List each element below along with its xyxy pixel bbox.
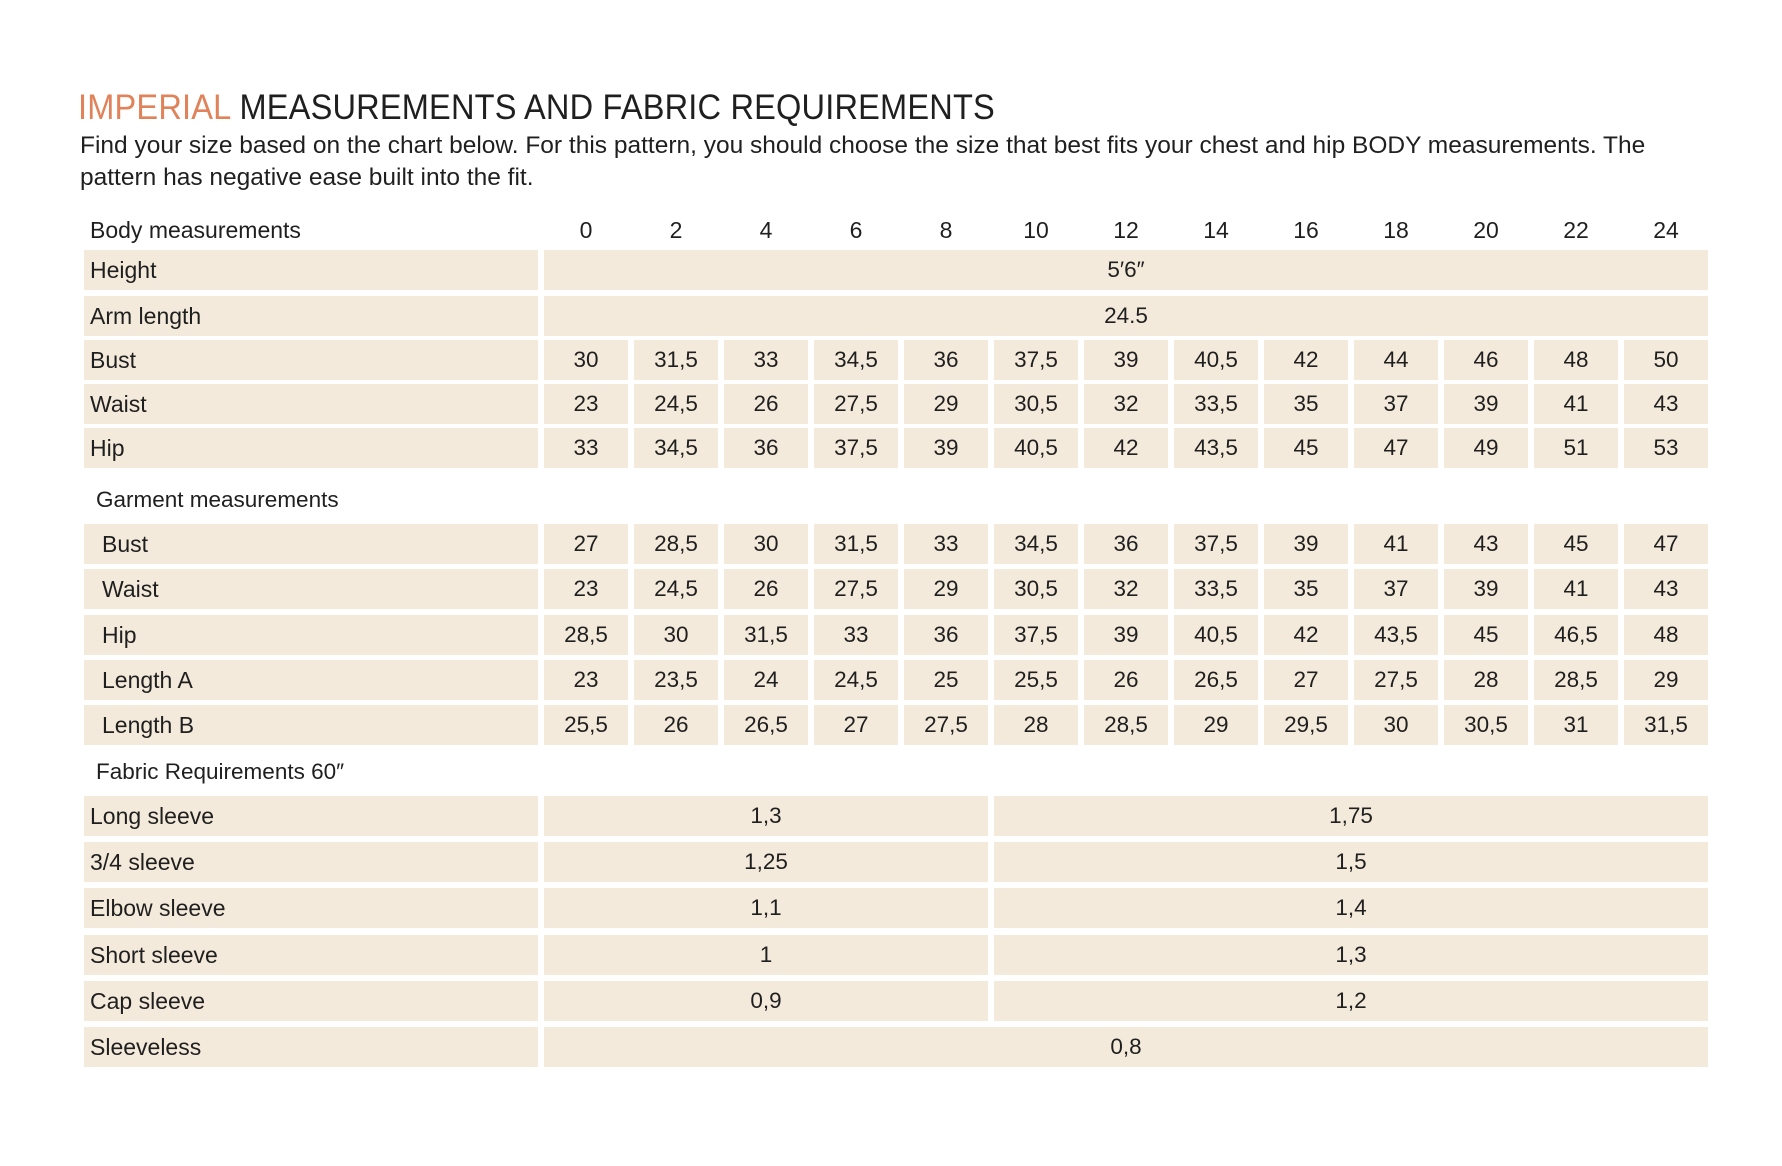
value-cell: 23,5 [634,660,718,700]
value-cell: 36 [1084,524,1168,564]
value-cell: 26,5 [724,705,808,745]
title-rest: MEASUREMENTS AND FABRIC REQUIREMENTS [239,88,995,127]
value-cell: 43,5 [1174,428,1258,468]
fabric-large-cell: 1,2 [994,981,1708,1021]
value-cell: 48 [1624,615,1708,655]
value-cell: 28,5 [634,524,718,564]
value-cell: 46,5 [1534,615,1618,655]
value-cell: 29 [1624,660,1708,700]
value-cell: 40,5 [1174,615,1258,655]
value-cell: 43 [1444,524,1528,564]
value-cell: 36 [904,340,988,380]
value-cell: 32 [1084,569,1168,609]
value-cell: 37 [1354,569,1438,609]
value-cell: 37 [1354,384,1438,424]
value-cell: 39 [1084,340,1168,380]
value-cell: 44 [1354,340,1438,380]
value-cell: 31,5 [814,524,898,564]
value-cell: 30 [724,524,808,564]
value-cell: 48 [1534,340,1618,380]
value-cell: 23 [544,384,628,424]
header-label: Body measurements [90,216,301,243]
fabric-small-cell: 1 [544,935,988,975]
value-cell: 33 [814,615,898,655]
value-cell: 39 [1084,615,1168,655]
value-cell: 49 [1444,428,1528,468]
value-cell: 45 [1534,524,1618,564]
value-cell: 43 [1624,569,1708,609]
value-cell: 43,5 [1354,615,1438,655]
title-accent: IMPERIAL [78,88,231,127]
value-cell: 30,5 [1444,705,1528,745]
value-cell: 27,5 [904,705,988,745]
value-cell: 28,5 [1084,705,1168,745]
size-header: 2 [669,216,683,243]
value-cell: 33 [544,428,628,468]
page-title [78,88,995,128]
size-header: 8 [939,216,953,243]
value-cell: 53 [1624,428,1708,468]
value-cell: 31,5 [634,340,718,380]
value-cell: 23 [544,569,628,609]
fabric-large-cell: 1,4 [994,888,1708,928]
value-cell: 28,5 [1534,660,1618,700]
size-header: 10 [1023,216,1049,243]
value-cell: 34,5 [634,428,718,468]
value-cell: 35 [1264,569,1348,609]
value-cell: 37,5 [814,428,898,468]
value-cell: 47 [1624,524,1708,564]
value-cell: 24,5 [634,384,718,424]
value-cell: 27 [1264,660,1348,700]
value-cell: 51 [1534,428,1618,468]
row-label: Bust [84,340,538,380]
value-cell: 29 [1174,705,1258,745]
value-cell: 24,5 [814,660,898,700]
value-cell: 27 [814,705,898,745]
fabric-small-cell: 1,25 [544,842,988,882]
size-header: 22 [1563,216,1589,243]
value-cell: 31,5 [1624,705,1708,745]
value-cell: 32 [1084,384,1168,424]
value-cell: 40,5 [1174,340,1258,380]
value-cell: 27,5 [814,569,898,609]
value-cell: 30 [544,340,628,380]
value-cell: 31,5 [724,615,808,655]
value-cell: 27 [544,524,628,564]
value-cell: 37,5 [994,615,1078,655]
value-cell: 33 [724,340,808,380]
value-cell: 27,5 [1354,660,1438,700]
span-value-cell: 24.5 [544,296,1708,336]
value-cell: 43 [1624,384,1708,424]
value-cell: 45 [1264,428,1348,468]
value-cell: 41 [1534,569,1618,609]
fabric-small-cell: 1,3 [544,796,988,836]
value-cell: 29 [904,384,988,424]
value-cell: 26 [724,569,808,609]
row-label: Elbow sleeve [84,888,538,928]
size-header: 0 [579,216,593,243]
value-cell: 30,5 [994,384,1078,424]
value-cell: 34,5 [814,340,898,380]
value-cell: 24 [724,660,808,700]
size-header: 12 [1113,216,1139,243]
value-cell: 30 [634,615,718,655]
value-cell: 29,5 [1264,705,1348,745]
fabric-small-cell: 0,9 [544,981,988,1021]
size-header: 20 [1473,216,1499,243]
value-cell: 39 [904,428,988,468]
section-heading-fabric: Fabric Requirements 60″ [96,759,345,784]
size-header: 14 [1203,216,1229,243]
value-cell: 41 [1534,384,1618,424]
fabric-large-cell: 1,75 [994,796,1708,836]
span-value-cell: 5′6″ [544,250,1708,290]
row-label: Short sleeve [84,935,538,975]
value-cell: 40,5 [994,428,1078,468]
value-cell: 25 [904,660,988,700]
value-cell: 30,5 [994,569,1078,609]
size-header: 16 [1293,216,1319,243]
row-label: Length A [84,660,538,700]
value-cell: 37,5 [1174,524,1258,564]
value-cell: 26 [634,705,718,745]
value-cell: 26,5 [1174,660,1258,700]
value-cell: 45 [1444,615,1528,655]
value-cell: 39 [1264,524,1348,564]
size-header: 4 [759,216,773,243]
row-label: Height [84,250,538,290]
value-cell: 41 [1354,524,1438,564]
fabric-small-cell: 1,1 [544,888,988,928]
intro-paragraph: Find your size based on the chart below. For this pattern, you should choose the size that best fits your chest and hip BODY measurements. The pattern has negative ease built into the fit. [80,132,1646,191]
value-cell: 27,5 [814,384,898,424]
value-cell: 36 [904,615,988,655]
value-cell: 28,5 [544,615,628,655]
value-cell: 42 [1264,340,1348,380]
value-cell: 35 [1264,384,1348,424]
value-cell: 31 [1534,705,1618,745]
value-cell: 47 [1354,428,1438,468]
size-header: 18 [1383,216,1409,243]
value-cell: 26 [1084,660,1168,700]
value-cell: 29 [904,569,988,609]
value-cell: 23 [544,660,628,700]
row-label: 3/4 sleeve [84,842,538,882]
value-cell: 25,5 [994,660,1078,700]
row-label: Waist [84,384,538,424]
fabric-large-cell: 1,3 [994,935,1708,975]
value-cell: 39 [1444,384,1528,424]
value-cell: 26 [724,384,808,424]
row-label: Hip [84,428,538,468]
value-cell: 36 [724,428,808,468]
value-cell: 28 [1444,660,1528,700]
row-label: Arm length [84,296,538,336]
row-label: Sleeveless [84,1027,538,1067]
sleeveless-value-cell: 0,8 [544,1027,1708,1067]
row-label: Cap sleeve [84,981,538,1021]
row-label: Hip [84,615,538,655]
size-header: 6 [849,216,863,243]
value-cell: 42 [1084,428,1168,468]
value-cell: 50 [1624,340,1708,380]
section-heading-garment: Garment measurements [96,487,339,512]
value-cell: 25,5 [544,705,628,745]
value-cell: 33,5 [1174,384,1258,424]
value-cell: 46 [1444,340,1528,380]
row-label: Long sleeve [84,796,538,836]
row-label: Waist [84,569,538,609]
size-header: 24 [1653,216,1679,243]
value-cell: 34,5 [994,524,1078,564]
value-cell: 30 [1354,705,1438,745]
value-cell: 42 [1264,615,1348,655]
value-cell: 33,5 [1174,569,1258,609]
row-label: Length B [84,705,538,745]
value-cell: 39 [1444,569,1528,609]
value-cell: 37,5 [994,340,1078,380]
value-cell: 24,5 [634,569,718,609]
fabric-large-cell: 1,5 [994,842,1708,882]
row-label: Bust [84,524,538,564]
value-cell: 28 [994,705,1078,745]
value-cell: 33 [904,524,988,564]
